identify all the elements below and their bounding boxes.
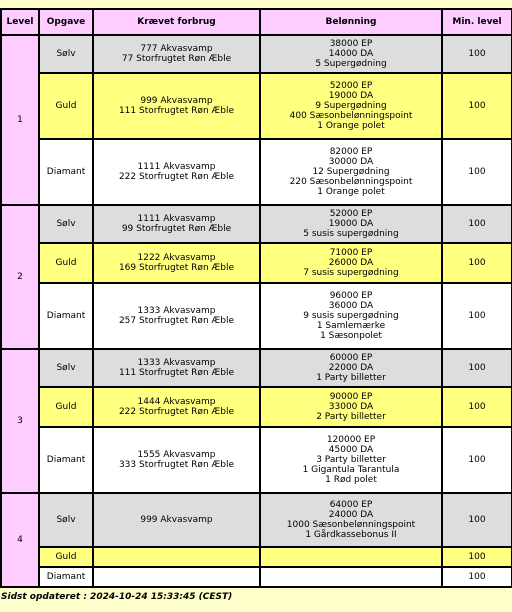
belonning-cell-line: 36000 DA — [328, 301, 374, 311]
level-value: 2 — [17, 272, 23, 282]
belonning-cell-line: 9 susis supergødning — [303, 311, 399, 321]
belonning-cell — [260, 387, 442, 427]
belonning-cell-line: 52000 EP — [329, 81, 373, 91]
opgave-cell: Diamant — [39, 567, 93, 587]
belonning-cell — [260, 427, 442, 493]
min-level-cell: 100 — [442, 243, 512, 283]
forbrug-cell-line: 222 Storfrugtet Røn Æble — [118, 407, 235, 417]
forbrug-cell-line: 999 Akvasvamp — [140, 515, 213, 525]
forbrug-cell — [93, 493, 260, 547]
belonning-cell-line: 22000 DA — [328, 363, 374, 373]
belonning-cell — [260, 243, 442, 283]
forbrug-cell-line: 99 Storfrugtet Røn Æble — [121, 224, 232, 234]
min-level-cell: 100 — [442, 349, 512, 387]
forbrug-cell-line: 1555 Akvasvamp — [137, 450, 216, 460]
forbrug-cell — [93, 243, 260, 283]
belonning-cell-line: 7 susis supergødning — [303, 268, 399, 278]
forbrug-cell-line: 1444 Akvasvamp — [137, 397, 216, 407]
belonning-cell-line: 400 Sæsonbelønningspoint — [289, 111, 413, 121]
table-row — [1, 493, 512, 547]
min-level-cell: 100 — [442, 493, 512, 547]
belonning-cell — [260, 139, 442, 205]
belonning-cell — [260, 547, 442, 567]
belonning-cell-line: 45000 DA — [328, 445, 374, 455]
forbrug-cell — [93, 283, 260, 349]
forbrug-cell-line: 169 Storfrugtet Røn Æble — [118, 263, 235, 273]
forbrug-cell-line: 257 Storfrugtet Røn Æble — [118, 316, 235, 326]
belonning-cell — [260, 493, 442, 547]
belonning-cell-line: 5 Supergødning — [315, 59, 387, 69]
belonning-cell-line: 12 Supergødning — [312, 167, 390, 177]
belonning-cell-line: 82000 EP — [329, 147, 373, 157]
belonning-cell-line: 1 Samlemærke — [316, 321, 386, 331]
belonning-cell — [260, 205, 442, 243]
table-row — [1, 205, 512, 243]
forbrug-cell-line: 333 Storfrugtet Røn Æble — [118, 460, 235, 470]
table-row — [1, 283, 512, 349]
table-row — [1, 73, 512, 139]
level-value: 3 — [17, 416, 23, 426]
belonning-cell-line: 1 Rød polet — [325, 475, 377, 485]
forbrug-cell — [93, 35, 260, 73]
forbrug-cell-line: 1111 Akvasvamp — [137, 162, 216, 172]
belonning-cell-line: 1 Party billetter — [316, 373, 386, 383]
forbrug-cell-line: 111 Storfrugtet Røn Æble — [118, 106, 235, 116]
header-level: Level — [1, 9, 39, 35]
level-cell — [1, 205, 39, 349]
belonning-cell-line: 71000 EP — [329, 248, 373, 258]
min-level-cell: 100 — [442, 205, 512, 243]
belonning-cell-line: 52000 EP — [329, 209, 373, 219]
forbrug-cell-line: 1333 Akvasvamp — [137, 306, 216, 316]
level-cell — [1, 493, 39, 587]
forbrug-cell — [93, 349, 260, 387]
forbrug-cell-line: 999 Akvasvamp — [140, 96, 213, 106]
forbrug-cell-line: 1111 Akvasvamp — [137, 214, 216, 224]
min-level-cell: 100 — [442, 567, 512, 587]
belonning-cell — [260, 349, 442, 387]
opgave-cell: Guld — [39, 387, 93, 427]
belonning-cell-line: 1 Gårdkassebonus II — [305, 530, 397, 540]
belonning-cell-line: 1 Gigantula Tarantula — [302, 465, 400, 475]
header-forbrug: Krævet forbrug — [93, 9, 260, 35]
level-cell — [1, 35, 39, 205]
belonning-cell-line: 90000 EP — [329, 392, 373, 402]
level-cell — [1, 349, 39, 493]
min-level-cell: 100 — [442, 139, 512, 205]
table-row — [1, 427, 512, 493]
header-min-level: Min. level — [442, 9, 512, 35]
table-row — [1, 387, 512, 427]
belonning-cell-line: 24000 DA — [328, 510, 374, 520]
last-updated: Sidst opdateret : 2024-10-24 15:33:45 (CEST) — [1, 592, 233, 602]
belonning-cell-line: 3 Party billetter — [316, 455, 386, 465]
belonning-cell-line: 5 susis supergødning — [303, 229, 399, 239]
belonning-cell — [260, 567, 442, 587]
belonning-cell-line: 64000 EP — [329, 500, 373, 510]
belonning-cell-line: 1000 Sæsonbelønningspoint — [286, 520, 416, 530]
belonning-cell-line: 30000 DA — [328, 157, 374, 167]
belonning-cell-line: 60000 EP — [329, 353, 373, 363]
forbrug-cell-line: 111 Storfrugtet Røn Æble — [118, 368, 235, 378]
table-row — [1, 547, 512, 567]
forbrug-cell — [93, 139, 260, 205]
belonning-cell-line: 1 Orange polet — [317, 121, 385, 131]
table-row — [1, 243, 512, 283]
opgave-cell: Sølv — [39, 349, 93, 387]
forbrug-cell — [93, 73, 260, 139]
belonning-cell-line: 14000 DA — [328, 49, 374, 59]
forbrug-cell — [93, 387, 260, 427]
opgave-cell: Guld — [39, 547, 93, 567]
min-level-cell: 100 — [442, 387, 512, 427]
forbrug-cell — [93, 567, 260, 587]
opgave-cell: Guld — [39, 243, 93, 283]
table-row — [1, 35, 512, 73]
forbrug-cell-line: 1222 Akvasvamp — [137, 253, 216, 263]
belonning-cell-line: 1 Orange polet — [317, 187, 385, 197]
belonning-cell — [260, 73, 442, 139]
opgave-cell: Guld — [39, 73, 93, 139]
header-row — [1, 9, 512, 35]
forbrug-cell — [93, 427, 260, 493]
forbrug-cell-line: 1333 Akvasvamp — [137, 358, 216, 368]
belonning-cell-line: 2 Party billetter — [316, 412, 386, 422]
belonning-cell-line: 1 Sæsonpolet — [320, 331, 382, 341]
belonning-cell-line: 96000 EP — [329, 291, 373, 301]
header-belonning: Belønning — [260, 9, 442, 35]
belonning-cell-line: 220 Sæsonbelønningspoint — [289, 177, 413, 187]
header-opgave: Opgave — [39, 9, 93, 35]
opgave-cell: Diamant — [39, 427, 93, 493]
belonning-cell — [260, 35, 442, 73]
belonning-cell-line: 26000 DA — [328, 258, 374, 268]
min-level-cell: 100 — [442, 283, 512, 349]
belonning-cell-line: 120000 EP — [326, 435, 376, 445]
forbrug-cell-line: 777 Akvasvamp — [140, 44, 213, 54]
table-body — [1, 35, 512, 587]
table-row — [1, 139, 512, 205]
min-level-cell: 100 — [442, 73, 512, 139]
forbrug-cell — [93, 547, 260, 567]
belonning-cell-line: 33000 DA — [328, 402, 374, 412]
table-row — [1, 349, 512, 387]
opgave-cell: Sølv — [39, 205, 93, 243]
opgave-cell: Sølv — [39, 35, 93, 73]
min-level-cell: 100 — [442, 427, 512, 493]
rewards-table — [0, 8, 512, 588]
opgave-cell: Diamant — [39, 283, 93, 349]
forbrug-cell-line: 222 Storfrugtet Røn Æble — [118, 172, 235, 182]
level-value: 1 — [17, 115, 23, 125]
opgave-cell: Diamant — [39, 139, 93, 205]
min-level-cell: 100 — [442, 547, 512, 567]
forbrug-cell — [93, 205, 260, 243]
belonning-cell-line: 19000 DA — [328, 91, 374, 101]
opgave-cell: Sølv — [39, 493, 93, 547]
table-row — [1, 567, 512, 587]
level-value: 4 — [17, 535, 23, 545]
min-level-cell: 100 — [442, 35, 512, 73]
belonning-cell-line: 19000 DA — [328, 219, 374, 229]
forbrug-cell-line: 77 Storfrugtet Røn Æble — [121, 54, 232, 64]
belonning-cell — [260, 283, 442, 349]
belonning-cell-line: 9 Supergødning — [315, 101, 387, 111]
belonning-cell-line: 38000 EP — [329, 39, 373, 49]
